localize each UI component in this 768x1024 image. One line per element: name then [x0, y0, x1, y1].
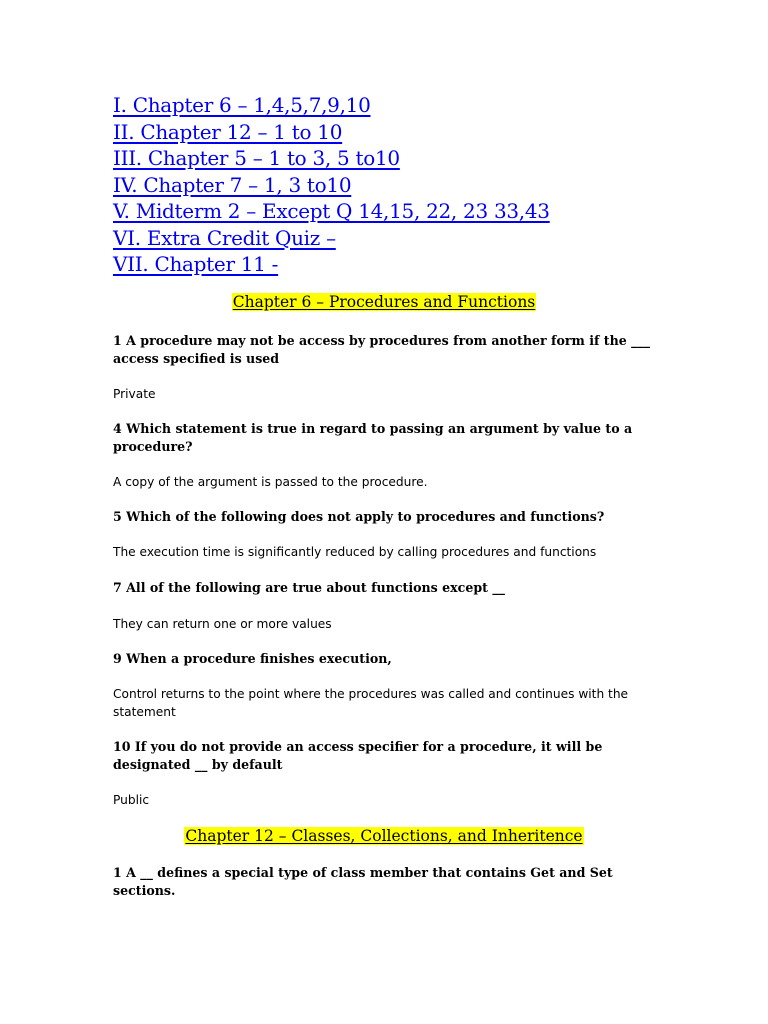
question-5: 5 Which of the following does not apply to procedures and functions? [113, 509, 605, 524]
toc-link-midterm-2[interactable]: V. Midterm 2 – Except Q 14,15, 22, 23 33,43 [113, 199, 550, 223]
answer-10: Public [113, 793, 150, 807]
question-10: 10 If you do not provide an access specifier for a procedure, it will be designated __ by default [113, 739, 603, 772]
toc-link-extra-credit-quiz[interactable]: VI. Extra Credit Quiz – [113, 225, 336, 250]
question-1-chapter-12: 1 A __ defines a special type of class member that contains Get and Set sections. [113, 865, 613, 898]
section-heading-chapter-12 [0, 826, 768, 846]
answer-9: Control returns to the point where the procedures was called and continues with the statement [113, 687, 629, 719]
toc-item[interactable] [113, 119, 550, 146]
question-9: 9 When a procedure finishes execution, [113, 651, 392, 666]
question-1: 1 A procedure may not be access by procedures from another form if the ___ access specified is used [113, 333, 651, 366]
answer-4: A copy of the argument is passed to the procedure. [113, 475, 428, 489]
toc-item[interactable] [113, 145, 550, 172]
toc-item[interactable] [113, 172, 550, 199]
toc-item[interactable] [113, 92, 550, 119]
toc-link-chapter-6[interactable]: I. Chapter 6 – 1,4,5,7,9,10 [113, 93, 371, 117]
toc-link-chapter-12[interactable]: II. Chapter 12 – 1 to 10 [113, 119, 343, 144]
section-heading-text: Chapter 6 – Procedures and Functions [232, 293, 536, 311]
answer-7: They can return one or more values [113, 617, 332, 631]
section-heading-chapter-6 [0, 292, 768, 312]
question-4: 4 Which statement is true in regard to passing an argument by value to a procedure? [113, 421, 633, 454]
toc-link-chapter-7[interactable]: IV. Chapter 7 – 1, 3 to10 [113, 172, 352, 197]
toc-link-chapter-5[interactable]: III. Chapter 5 – 1 to 3, 5 to10 [113, 146, 400, 170]
answer-1: Private [113, 387, 156, 401]
toc-item[interactable] [113, 198, 550, 225]
toc-link-chapter-11[interactable]: VII. Chapter 11 - [113, 252, 279, 276]
toc-item[interactable] [113, 225, 550, 252]
question-7: 7 All of the following are true about functions except __ [113, 580, 505, 595]
table-of-contents [113, 92, 550, 278]
section-heading-text: Chapter 12 – Classes, Collections, and Inheritence [185, 827, 583, 845]
answer-5: The execution time is significantly reduced by calling procedures and functions [113, 545, 597, 559]
toc-item[interactable] [113, 251, 550, 278]
